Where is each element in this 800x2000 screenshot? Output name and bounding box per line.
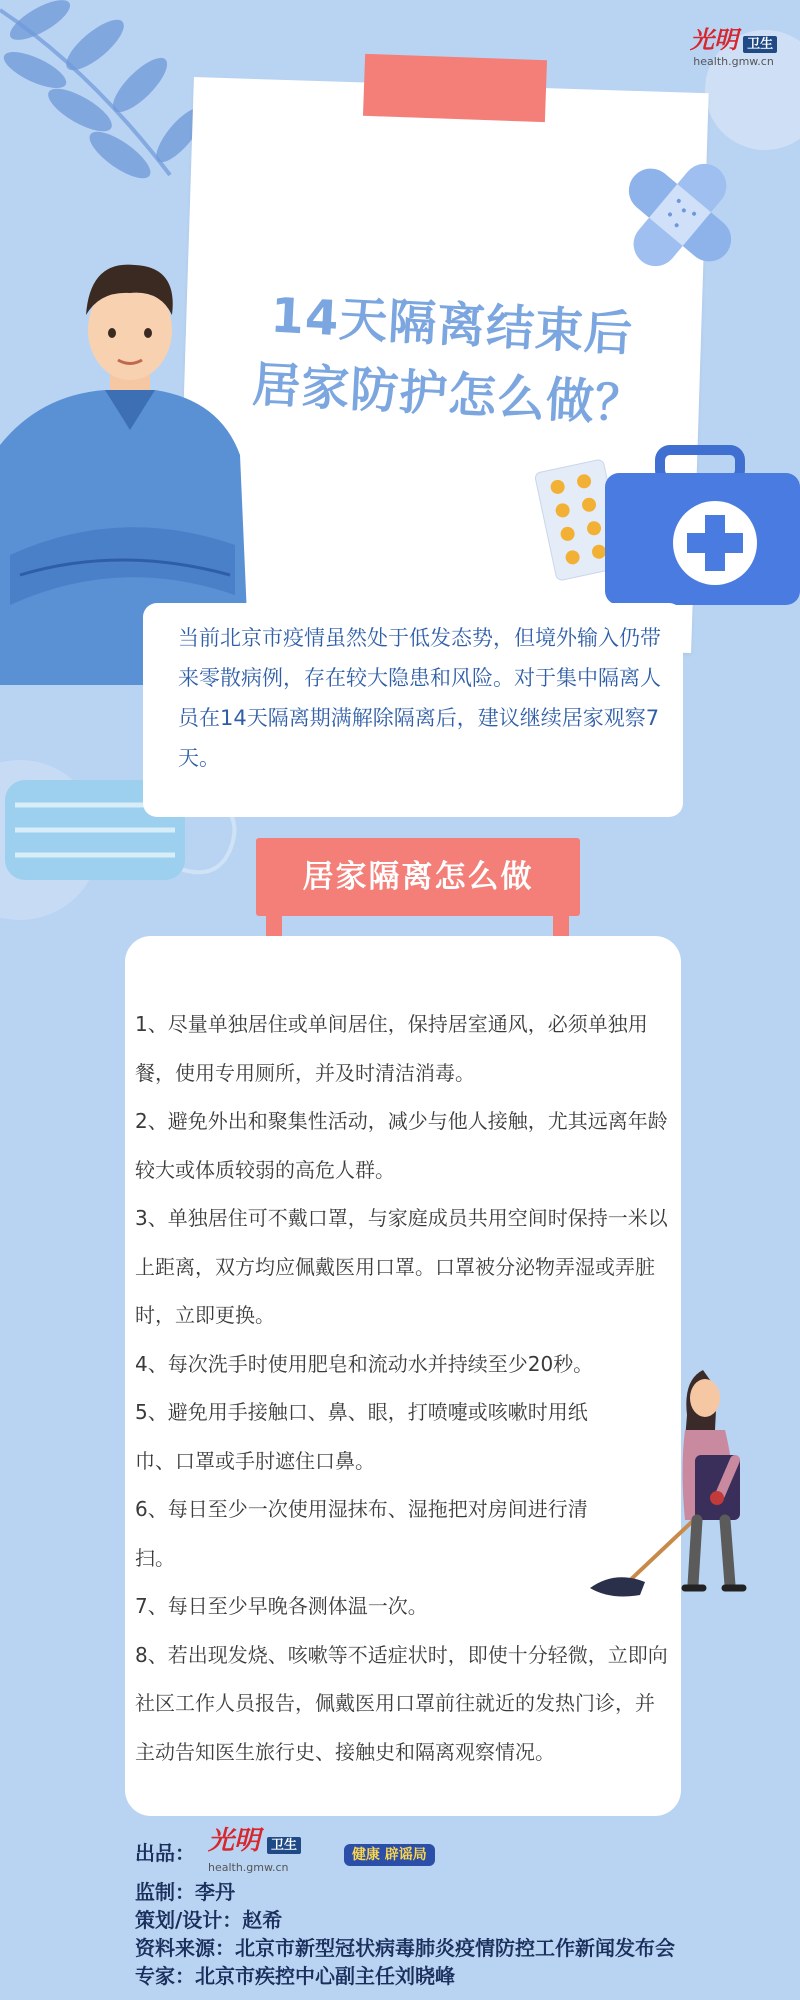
footer-source: 资料来源：北京市新型冠状病毒肺炎疫情防控工作新闻发布会 [135, 1936, 675, 1960]
list-item: 3、单独居住可不戴口罩，与家庭成员共用空间时保持一米以上距离，双方均应佩戴医用口罩。口罩被分泌物弄湿或弄脏时，立即更换。 [135, 1206, 668, 1327]
intro-text: 当前北京市疫情虽然处于低发态势，但境外输入仍带来零散病例，存在较大隐患和风险。对于集中隔离人员在14天隔离期满解除隔离后，建议继续居家观察7天。 [178, 626, 661, 770]
page-title [217, 278, 684, 442]
woman-mopping-illustration [585, 1360, 785, 1605]
tape-strip [363, 54, 547, 122]
list-item: 2、避免外出和聚集性活动，减少与他人接触，尤其远离年龄较大或体质较弱的高危人群。 [135, 1109, 668, 1182]
footer-brand-logo: 光明 卫生 health.gmw.cn [208, 1832, 301, 1877]
list-item: 1、尽量单独居住或单间居住，保持居室通风，必须单独用餐，使用专用厕所，并及时清洁消毒。 [135, 1012, 648, 1085]
footer-expert: 专家：北京市疾控中心副主任刘晓峰 [135, 1964, 455, 1988]
title-line-1: 14天隔离结束后 [269, 287, 635, 363]
section-title: 居家隔离怎么做 [302, 859, 534, 895]
brand-logo: 光明 卫生 health.gmw.cn [690, 20, 777, 68]
list-item: 5、避免用手接触口、鼻、眼，打喷嚏或咳嗽时用纸巾、口罩或手肘遮住口鼻。 [135, 1400, 588, 1473]
footer [135, 1828, 775, 1990]
bandage-icon [610, 145, 750, 285]
title-line-2: 居家防护怎么做？ [250, 356, 646, 434]
footer-supervisor: 监制：李丹 [135, 1880, 235, 1904]
footer-producer: 出品： 光明 卫生 health.gmw.cn 健康 辟谣局 [135, 1828, 775, 1878]
list-item: 4、每次洗手时使用肥皂和流动水并持续至少20秒。 [135, 1351, 594, 1376]
medical-kit-icon [605, 445, 800, 605]
list-item: 6、每日至少一次使用湿抹布、湿拖把对房间进行清扫。 [135, 1497, 588, 1570]
list-item: 7、每日至少早晚各测体温一次。 [135, 1594, 428, 1618]
partner-logo: 健康 辟谣局 [344, 1844, 435, 1866]
footer-design: 策划/设计：赵希 [135, 1908, 283, 1932]
list-item: 8、若出现发烧、咳嗽等不适症状时，即使十分轻微，立即向社区工作人员报告，佩戴医用口罩前往就近的发热门诊，并主动告知医生旅行史、接触史和隔离观察情况。 [135, 1642, 668, 1764]
